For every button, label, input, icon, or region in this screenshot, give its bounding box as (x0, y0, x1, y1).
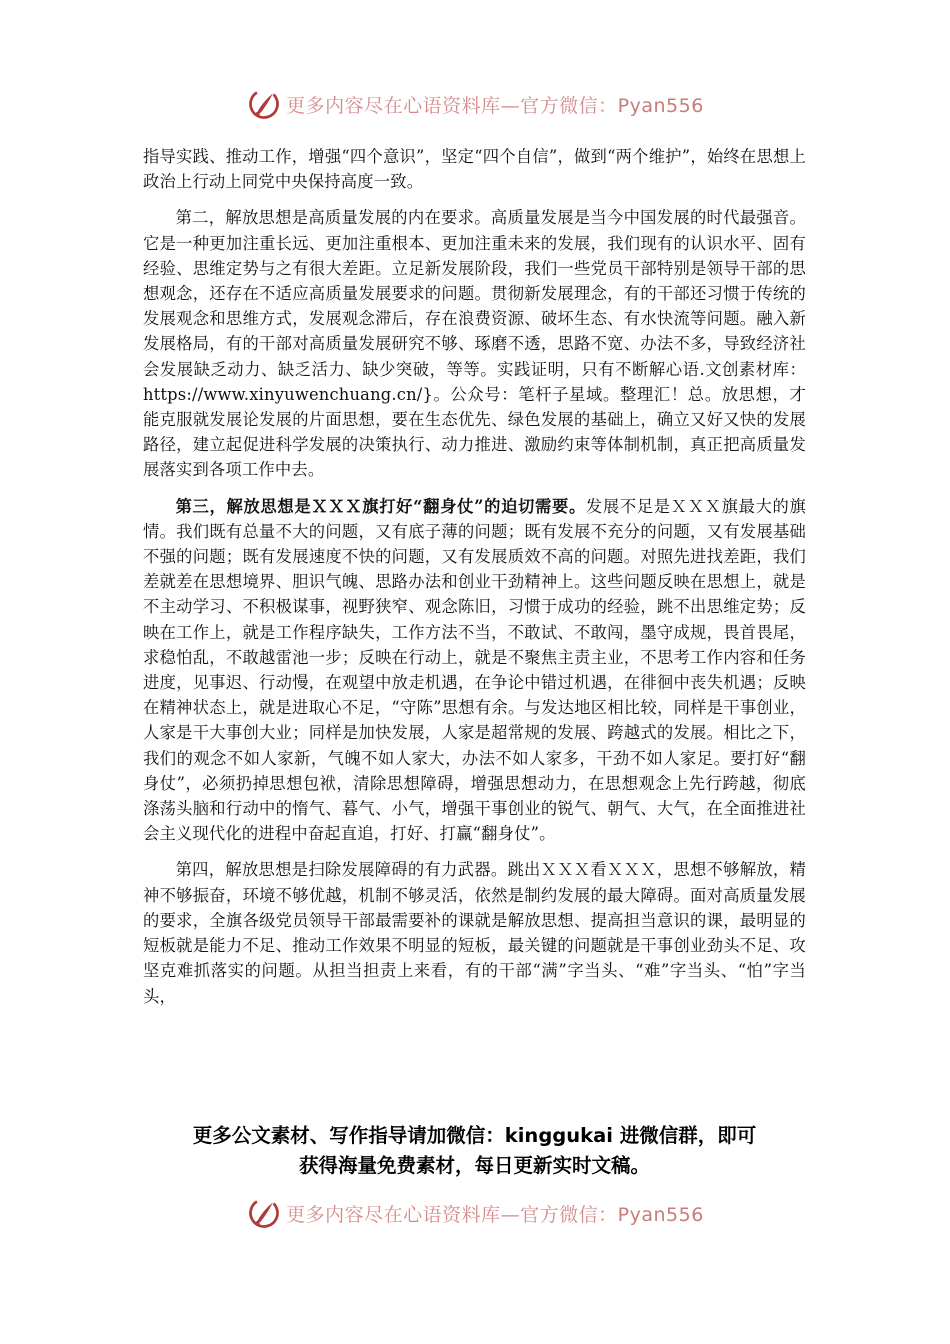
promo-line-1: 更多公文素材、写作指导请加微信：kinggukai 进微信群，即可 (192, 1124, 757, 1147)
document-body (143, 144, 806, 1020)
paragraph-continuation: 指导实践、推动工作，增强“四个意识”，坚定“四个自信”，做到“两个维护”，始终在思想上政治上行动上同党中央保持高度一致。 (143, 147, 806, 192)
paragraph-second-point: 第二，解放思想是高质量发展的内在要求。高质量发展是当今中国发展的时代最强音。它是一种更加注重长远、更加注重根本、更加注重未来的发展，我们现有的认识水平、固有经验、思维定势与之有很大差距。立足新发展阶段，我们一些党员干部特别是领导干部的思想观念，还存在不适应高质量发展要求的问题。贯彻新发展理念，有的干部还习惯于传统的发展观念和思维方式，发展观念滞后，存在浪费资源、破坏生态、有水快流等问题。融入新发展格局，有的干部对高质量发展研究不够、琢磨不透，思路不宽、办法不多，导致经济社会发展缺乏动力、缺乏活力、缺少突破，等等。实践证明，只有不断解心语.文创素材库：https://www.xinyuwenchuang.cn/}。公众号：笔杆子星域。整理汇！总。放思想，才能克服就发展论发展的片面思想，要在生态优先、绿色发展的基础上，确立又好又快的发展路径，建立起促进科学发展的决策执行、动力推进、激励约束等体制机制，真正把高质量发展落实到各项工作中去。 (143, 208, 806, 480)
watermark-text: 更多内容尽在心语资料库—官方微信：Pyan556 (286, 1203, 704, 1226)
third-point-body: 发展不足是ＸＸＸ旗最大的旗情。我们既有总量不大的问题，又有底子薄的问题；既有发展不充分的问题，又有发展基础不强的问题；既有发展速度不快的问题，又有发展质效不高的问题。对照先进找差距，我们差就差在思想境界、胆识气魄、思路办法和创业干劲精神上。这些问题反映在思想上，就是不主动学习、不积极谋事，视野狭窄、观念陈旧，习惯于成功的经验，跳不出思维定势；反映在工作上，就是工作程序缺失，工作方法不当，不敢试、不敢闯，墨守成规，畏首畏尾，求稳怕乱，不敢越雷池一步；反映在行动上，就是不聚焦主责主业，不思考工作内容和任务进度，见事迟、行动慢，在观望中放走机遇，在争论中错过机遇，在徘徊中丧失机遇；反映在精神状态上，就是进取心不足，“守陈”思想有余。与发达地区相比较，同样是干事创业，人家是干大事创大业；同样是加快发展，人家是超常规的发展、跨越式的发展。相比之下，我们的观念不如人家新，气魄不如人家大，办法不如人家多，干劲不如人家足。要打好“翻身仗”，必须扔掉思想包袱，清除思想障碍，增强思想动力，在思想观念上先行跨越，彻底涤荡头脑和行动中的惰气、暮气、小气，增强干事创业的锐气、朝气、大气，在全面推进社会主义现代化的进程中奋起直追，打好、打赢“翻身仗”。 (143, 496, 806, 844)
brush-logo-icon (246, 86, 282, 122)
brush-logo-icon (246, 1195, 282, 1231)
third-point-heading: 第三，解放思想是ＸＸＸ旗打好“翻身仗”的迫切需要。 (175, 496, 586, 516)
watermark-footer (0, 1193, 950, 1233)
watermark-header (0, 84, 950, 124)
watermark-text: 更多内容尽在心语资料库—官方微信：Pyan556 (286, 94, 704, 117)
paragraph-third-point (143, 494, 806, 847)
promo-line-2: 获得海量免费素材，每日更新实时文稿。 (298, 1154, 650, 1177)
promo-banner (143, 1121, 806, 1181)
paragraph-fourth-point: 第四，解放思想是扫除发展障碍的有力武器。跳出ＸＸＸ看ＸＸＸ，思想不够解放，精神不够振奋，环境不够优越，机制不够灵活，依然是制约发展的最大障碍。面对高质量发展的要求，全旗各级党员领导干部最需要补的课就是解放思想、提高担当意识的课，最明显的短板就是能力不足、推动工作效果不明显的短板，最关键的问题就是干事创业劲头不足、攻坚克难抓落实的问题。从担当担责上来看，有的干部“满”字当头、“难”字当头、“怕”字当头， (143, 860, 806, 1006)
